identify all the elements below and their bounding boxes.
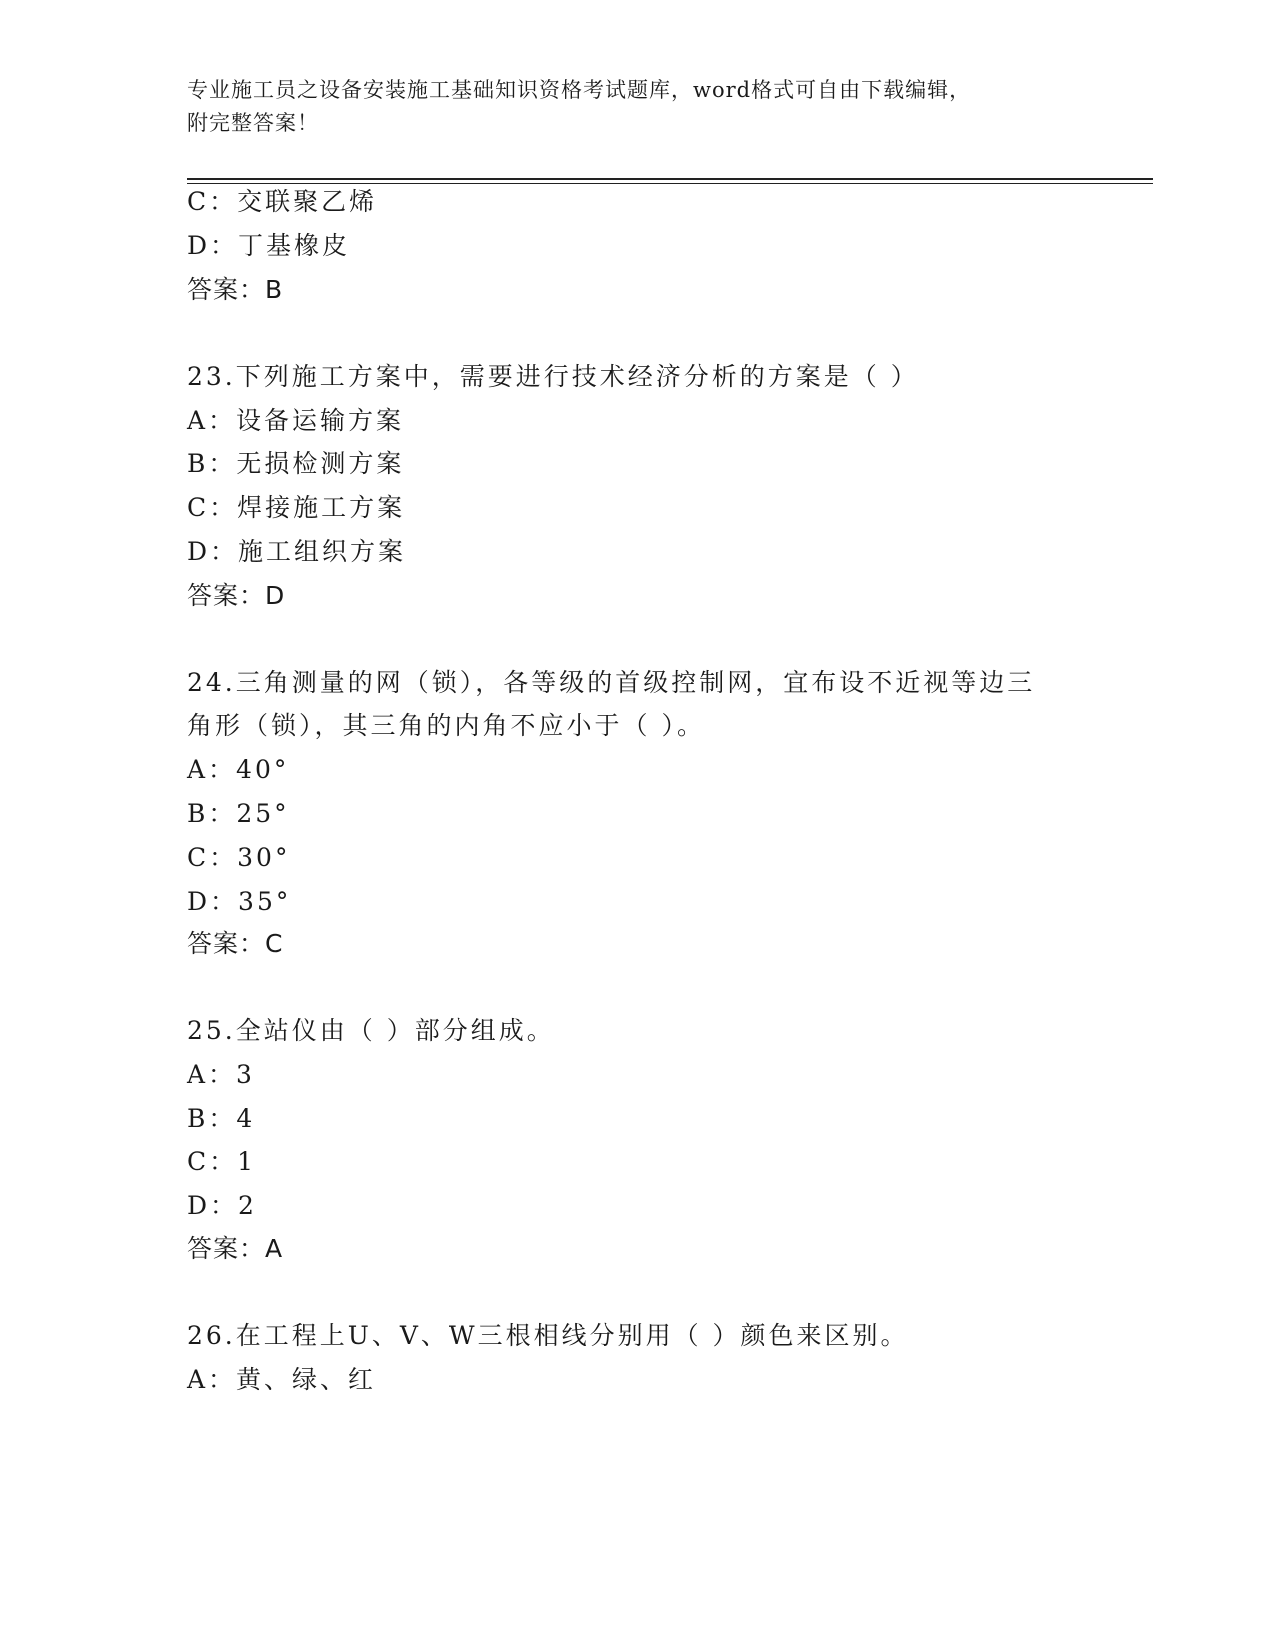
q24-option-c: C：30° (187, 843, 291, 872)
q23-option-d: D：施工组织方案 (187, 537, 407, 566)
q23-stem: 23.下列施工方案中，需要进行技术经济分析的方案是（ ） (187, 362, 919, 391)
q24-answer: 答案：C (187, 929, 284, 958)
q26-option-a: A：黄、绿、红 (187, 1365, 377, 1394)
q24-option-a: A：40° (187, 755, 290, 784)
q23-option-c: C：焊接施工方案 (187, 493, 406, 522)
q25-answer: 答案：A (187, 1234, 284, 1263)
q25-stem: 25.全站仪由（ ）部分组成。 (187, 1016, 555, 1045)
q25-option-c: C：1 (187, 1147, 257, 1176)
header-line-2: 附完整答案！ (187, 111, 319, 135)
header-divider-thick (187, 178, 1153, 180)
q23-answer: 答案：D (187, 581, 286, 610)
q22-option-c: C：交联聚乙烯 (187, 187, 378, 216)
q25-option-a: A：3 (187, 1060, 255, 1089)
header-divider-thin (187, 183, 1153, 184)
q26-stem: 26.在工程上U、V、W三根相线分别用（ ）颜色来区别。 (187, 1321, 909, 1350)
q24-option-b: B：25° (187, 799, 290, 828)
q24-stem-line-2: 角形（锁），其三角的内角不应小于（ ）。 (187, 711, 705, 740)
q22-option-d: D：丁基橡皮 (187, 231, 351, 260)
q24-option-d: D：35° (187, 887, 292, 916)
q25-option-b: B：4 (187, 1104, 256, 1133)
q22-answer: 答案：B (187, 275, 284, 304)
header-line-1: 专业施工员之设备安装施工基础知识资格考试题库，word格式可自由下载编辑， (187, 78, 972, 102)
q25-option-d: D：2 (187, 1191, 257, 1220)
q23-option-a: A：设备运输方案 (187, 406, 405, 435)
q23-option-b: B：无损检测方案 (187, 449, 405, 478)
document-header (187, 74, 1087, 140)
q24-stem-line-1: 24.三角测量的网（锁），各等级的首级控制网，宜布设不近视等边三 (187, 668, 1036, 697)
